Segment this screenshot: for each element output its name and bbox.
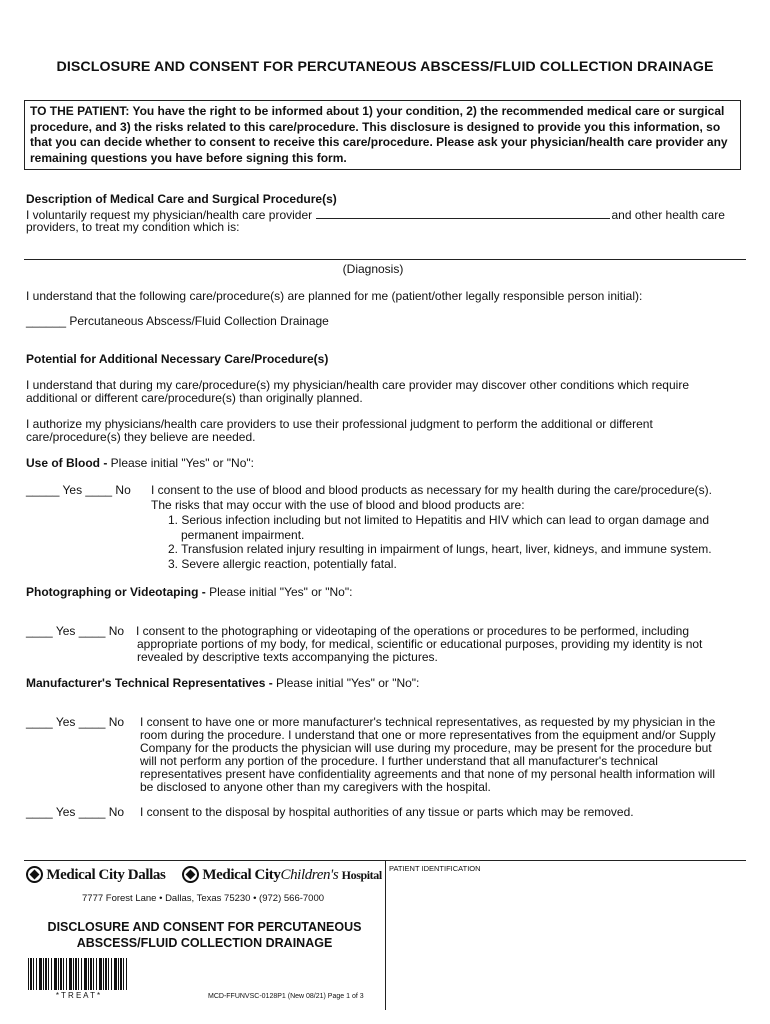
blood-risk-1-line1: 1. Serious infection including but not limited to Hepatitis and HIV which can lead to organ damage and <box>168 513 709 527</box>
photo-consent-line3: revealed by descriptive texts accompanying the pictures. <box>137 650 438 664</box>
blood-risk-1-line2: permanent impairment. <box>181 528 305 542</box>
medical-city-dallas-logo: Medical City Dallas <box>26 866 165 884</box>
manufacturer-line3: Company for the products the physician will use during my procedure, may be present for the procedure but <box>140 741 712 755</box>
providers-treat-line: providers, to treat my condition which is: <box>26 220 240 234</box>
additional-p2-line1: I authorize my physicians/health care providers to use their professional judgment to perform the additional or different <box>26 417 653 431</box>
manufacturer-line5: representatives present have confidentiality agreements and that none of my personal health information will <box>140 767 715 781</box>
blood-heading-line <box>26 457 254 470</box>
form-code: MCD-FFUNVSC-0128P1 (New 08/21) Page 1 of 3 <box>208 993 364 1000</box>
patient-identification-label: PATIENT IDENTIFICATION <box>389 864 481 873</box>
provider-name-field[interactable] <box>316 207 610 219</box>
manufacturer-heading: Manufacturer's Technical Representatives - <box>26 676 273 690</box>
photo-instruction: Please initial "Yes" or "No": <box>205 585 353 599</box>
childrens-logo-icon <box>182 866 199 883</box>
additional-care-heading: Potential for Additional Necessary Care/Procedure(s) <box>26 352 329 366</box>
photo-consent-line1: I consent to the photographing or videotaping of the operations or procedures to be performed, including <box>136 624 690 638</box>
form-title: DISCLOSURE AND CONSENT FOR PERCUTANEOUS ABSCESS/FLUID COLLECTION DRAINAGE <box>56 59 714 75</box>
blood-instruction: Please initial "Yes" or "No": <box>107 456 254 470</box>
additional-p2-line2: care/procedure(s) they believe are needed. <box>26 430 256 444</box>
planned-procedure-statement: I understand that the following care/procedure(s) are planned for me (patient/other legally responsible person initial): <box>26 289 643 303</box>
footer-form-title-line1: DISCLOSURE AND CONSENT FOR PERCUTANEOUS <box>47 920 362 934</box>
manufacturer-yes-no[interactable]: ____ Yes ____ No <box>26 715 125 729</box>
childrens-hospital-logo: Medical CityChildren's Hospital <box>182 866 382 884</box>
photo-heading-line <box>26 586 352 599</box>
provider-request-start: I voluntarily request my physician/health care provider <box>26 208 313 222</box>
blood-heading: Use of Blood - <box>26 456 108 470</box>
form-barcode <box>28 958 128 990</box>
additional-p1-line1: I understand that during my care/procedure(s) my physician/health care provider may discover other conditions which require <box>26 378 689 392</box>
blood-risk-2: 2. Transfusion related injury resulting in impairment of lungs, heart, liver, kidneys, and immune system. <box>168 542 712 556</box>
blood-yes-no[interactable]: _____ Yes ____ No <box>26 483 131 497</box>
manufacturer-line1: I consent to have one or more manufacturer's technical representatives, as requested by my physician in the <box>140 715 716 729</box>
footer-divider <box>385 860 386 1010</box>
disposal-consent: I consent to the disposal by hospital authorities of any tissue or parts which may be removed. <box>140 805 634 819</box>
blood-risks-intro: The risks that may occur with the use of blood and blood products are: <box>151 498 525 512</box>
barcode-text: * T R E A T * <box>55 991 101 1000</box>
footer-form-title-line2: ABSCESS/FLUID COLLECTION DRAINAGE <box>76 936 333 950</box>
medical-city-logo-icon <box>26 866 43 883</box>
photo-heading: Photographing or Videotaping - <box>26 585 206 599</box>
hospital-address: 7777 Forest Lane • Dallas, Texas 75230 • (972) 566-7000 <box>82 893 325 904</box>
procedure-initial-line[interactable]: ______ Percutaneous Abscess/Fluid Collection Drainage <box>26 314 329 328</box>
disposal-yes-no[interactable]: ____ Yes ____ No <box>26 805 125 819</box>
photo-yes-no[interactable]: ____ Yes ____ No <box>26 624 125 638</box>
manufacturer-instruction: Please initial "Yes" or "No": <box>272 676 420 690</box>
manufacturer-heading-line <box>26 677 419 690</box>
manufacturer-line4: will not perform any portion of the procedure. I further understand that all manufacturer's technical <box>140 754 658 768</box>
manufacturer-line6: be disclosed to anyone other than my caregivers with the hospital. <box>140 780 491 794</box>
provider-request-end: and other health care <box>611 208 725 222</box>
diagnosis-label: (Diagnosis) <box>342 262 404 276</box>
manufacturer-line2: room during the procedure. I understand that one or more representatives from the equipment and/or Supply <box>140 728 716 742</box>
patient-notice-box: TO THE PATIENT: You have the right to be informed about 1) your condition, 2) the recommended medical care or surgical procedure, and 3) the risks related to this care/procedure. This disclosure is designed to provide you this information, so that you can decide whether to consent to receive this care/procedure. Please ask your physician/health care provider any remaining questions you have before signing this form. <box>24 100 741 170</box>
patient-identification-area <box>389 876 746 1006</box>
photo-consent-line2: appropriate portions of my body, for medical, scientific or educational purposes, providing my identity is not <box>137 637 703 651</box>
blood-consent: I consent to the use of blood and blood products as necessary for my health during the care/procedure(s). <box>151 483 712 497</box>
additional-p1-line2: additional or different care/procedure(s) than originally planned. <box>26 391 363 405</box>
description-heading: Description of Medical Care and Surgical Procedure(s) <box>26 192 337 206</box>
diagnosis-field[interactable] <box>24 259 746 260</box>
blood-risk-3: 3. Severe allergic reaction, potentially fatal. <box>168 557 397 571</box>
